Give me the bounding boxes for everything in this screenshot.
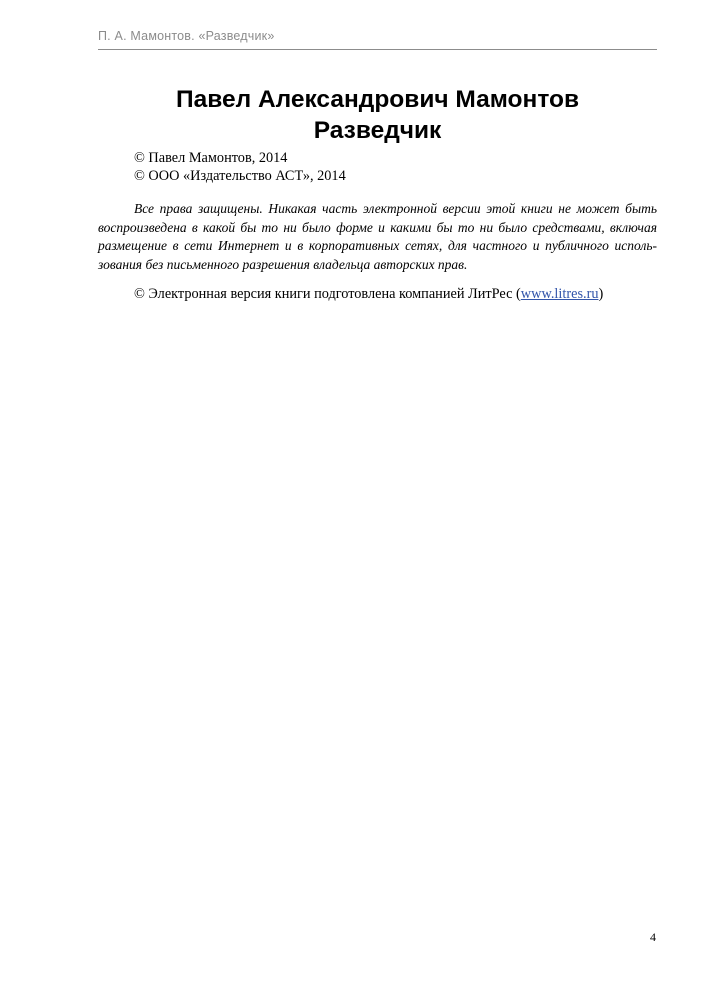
rights-notice <box>98 200 657 274</box>
copyright-publisher: © ООО «Издательство АСТ», 2014 <box>134 168 346 184</box>
litres-note-text: © Электронная версия книги подготовлена компанией ЛитРес ( <box>134 286 521 302</box>
rights-notice-line: размещение в сети Интернет и в корпоративных сетях, для частного и публичного исполь- <box>98 238 657 254</box>
litres-note <box>134 285 603 303</box>
rights-notice-line: Все права защищены. Никакая часть электронной версии этой книги не может быть <box>134 201 657 216</box>
rights-notice-line: воспроизведена в какой бы то ни было форме и какими бы то ни было средствами, включая <box>98 219 657 235</box>
running-header: П. А. Мамонтов. «Разведчик» <box>98 29 275 43</box>
author-name: Павел Александрович Мамонтов <box>175 86 580 113</box>
litres-link[interactable]: www.litres.ru <box>520 286 599 302</box>
copyright-author: © Павел Мамонтов, 2014 <box>134 150 288 166</box>
litres-note-close: ) <box>598 286 604 302</box>
rights-notice-line: зования без письменного разрешения владельца авторских прав. <box>98 256 468 272</box>
book-title: Разведчик <box>313 117 442 144</box>
header-divider <box>98 49 657 50</box>
page-number: 4 <box>650 930 656 944</box>
copyright-list <box>134 149 346 185</box>
title-block <box>98 84 657 146</box>
